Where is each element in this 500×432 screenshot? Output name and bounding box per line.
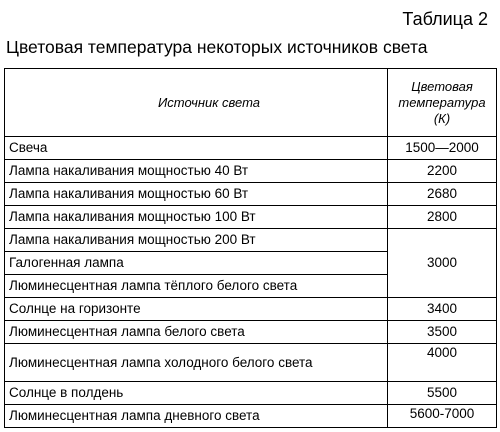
row-source: Лампа накаливания мощностью 100 Вт [5,206,388,229]
row-source: Люминесцентная лампа холодного белого света [5,344,388,382]
row-source: Галогенная лампа [5,252,388,275]
header-source: Источник света [5,69,388,137]
header-temperature-line-1: Цветовая [411,78,473,94]
row-source: Люминесцентная лампа тёплого белого света [5,275,388,298]
row-temperature: 3500 [388,321,497,344]
table-row [5,137,497,160]
table-header-row [5,69,497,137]
table-row [5,321,497,344]
row-temperature-merged: 3000 [388,229,497,298]
table-row [5,382,497,405]
row-source: Лампа накаливания мощностью 40 Вт [5,160,388,183]
table-row [5,229,497,252]
table-title: Цветовая температура некоторых источников света [6,37,428,57]
row-temperature: 1500—2000 [388,137,497,160]
table-row [5,344,497,382]
row-source: Солнце в полдень [5,382,388,405]
row-temperature: 5600-7000 [388,405,497,428]
table-row [5,298,497,321]
row-temperature: 2200 [388,160,497,183]
header-temperature [388,69,497,137]
row-source: Люминесцентная лампа дневного света [5,405,388,428]
color-temperature-table [4,68,497,428]
table-number: Таблица 2 [402,9,488,29]
table-row [5,160,497,183]
table-row [5,206,497,229]
row-temperature: 2680 [388,183,497,206]
row-temperature: 5500 [388,382,497,405]
row-temperature: 3400 [388,298,497,321]
row-source: Люминесцентная лампа белого света [5,321,388,344]
row-source: Свеча [5,137,388,160]
row-temperature: 2800 [388,206,497,229]
header-temperature-line-2: температура [398,94,486,110]
header-temperature-line-3: (К) [433,110,451,126]
row-source: Солнце на горизонте [5,298,388,321]
row-source: Лампа накаливания мощностью 60 Вт [5,183,388,206]
table-row [5,183,497,206]
row-temperature: 4000 [388,344,497,382]
table-row [5,405,497,428]
row-source: Лампа накаливания мощностью 200 Вт [5,229,388,252]
